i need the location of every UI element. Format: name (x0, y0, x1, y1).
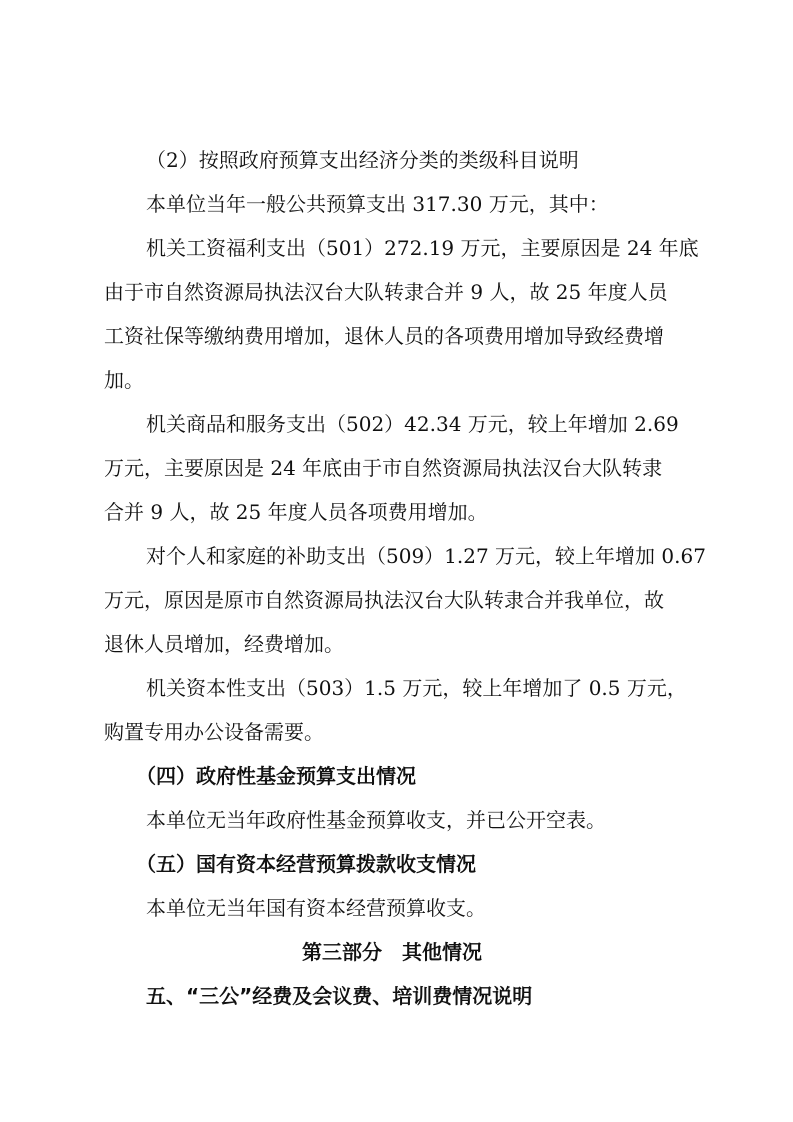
paragraph-line: 机关工资福利支出（501）272.19 万元，主要原因是 24 年底 (146, 236, 699, 260)
paragraph-line: 本单位当年一般公共预算支出 317.30 万元，其中： (146, 192, 609, 216)
subsection-heading-economic-classification: （2）按照政府预算支出经济分类的类级科目说明 (146, 148, 579, 172)
paragraph-line: 购置专用办公设备需要。 (104, 720, 324, 744)
section-heading-three-public-expenses: 五、“三公”经费及会议费、培训费情况说明 (146, 984, 533, 1008)
section-heading-government-fund: （四）政府性基金预算支出情况 (136, 764, 416, 788)
paragraph-line: 退休人员增加，经费增加。 (104, 632, 344, 656)
paragraph-line: 机关商品和服务支出（502）42.34 万元，较上年增加 2.69 (146, 412, 679, 436)
paragraph-line: 万元，主要原因是 24 年底由于市自然资源局执法汉台大队转隶 (104, 456, 663, 480)
paragraph-line: 机关资本性支出（503）1.5 万元，较上年增加了 0.5 万元， (146, 676, 687, 700)
paragraph-line: 本单位无当年国有资本经营预算收支。 (146, 896, 486, 920)
paragraph-line: 本单位无当年政府性基金预算收支，并已公开空表。 (146, 808, 606, 832)
paragraph-line: 由于市自然资源局执法汉台大队转隶合并 9 人，故 25 年度人员 (104, 280, 668, 304)
paragraph-line: 加。 (104, 368, 144, 392)
paragraph-line: 工资社保等缴纳费用增加，退休人员的各项费用增加导致经费增 (104, 324, 664, 348)
section-heading-state-capital: （五）国有资本经营预算拨款收支情况 (136, 852, 476, 876)
paragraph-line: 合并 9 人，故 25 年度人员各项费用增加。 (104, 500, 488, 524)
part-heading-other: 第三部分 其他情况 (302, 940, 482, 964)
paragraph-line: 万元，原因是原市自然资源局执法汉台大队转隶合并我单位，故 (104, 588, 664, 612)
paragraph-line: 对个人和家庭的补助支出（509）1.27 万元，较上年增加 0.67 (146, 544, 706, 568)
